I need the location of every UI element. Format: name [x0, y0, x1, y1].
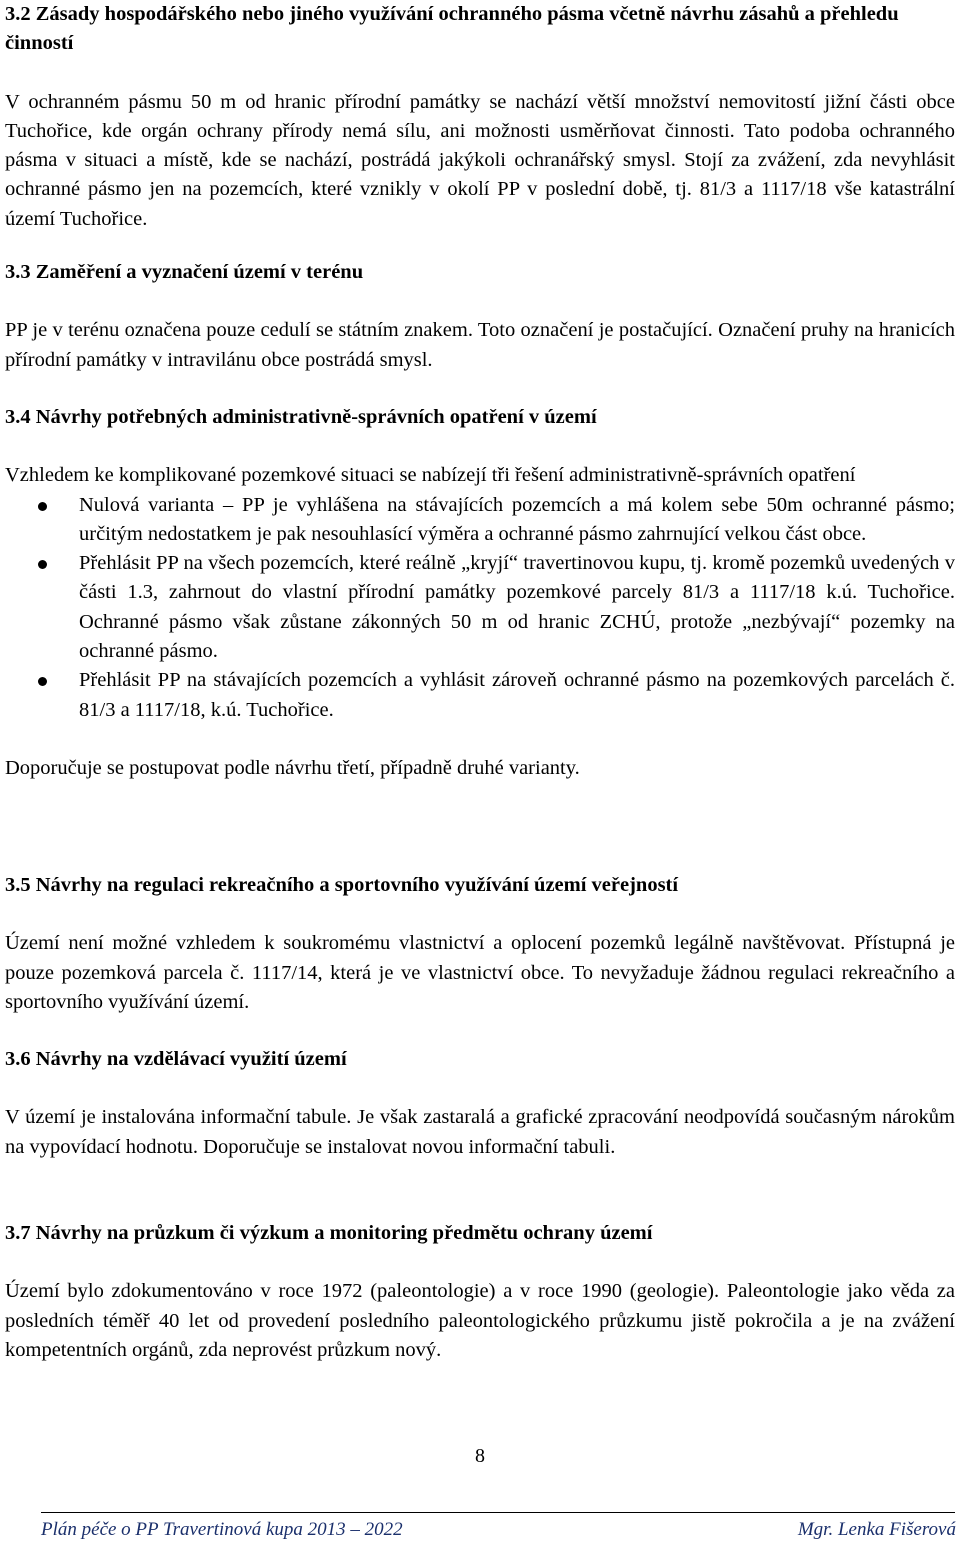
list-item-text: Přehlásit PP na stávajících pozemcích a vyhlásit zároveň ochranné pásmo na pozemkových parcelách č. 81/3 a 1117/18, k.ú. Tuchořice.: [79, 669, 955, 721]
footer-divider: [41, 1512, 955, 1513]
section-heading: 3.5 Návrhy na regulaci rekreačního a sportovního využívání území veřejností: [5, 874, 679, 896]
section-paragraph: V ochranném pásmu 50 m od hranic přírodní památky se nachází větší množství nemovitostí jižní části obce Tuchořice, kde orgán ochrany přírody nemá sílu, ani možnosti usměrňovat činnosti. Tato podoba ochranného pásma v situaci a místě, kde se nachází, postrádá jakýkoli ochranářský smysl. Stojí za zvážení, zda nevyhlásit ochranné pásmo jen na pozemcích, které vznikly v okolí PP v poslední době, tj. 81/3 a 1117/18 vše katastrální území Tuchořice.: [5, 90, 955, 230]
section-3-2: [5, 0, 955, 234]
section-paragraph: PP je v terénu označena pouze cedulí se státním znakem. Toto označení je postačující. Označení pruhy na hranicích přírodní památky v intravilánu obce postrádá smysl.: [5, 319, 955, 371]
list-item-text: Nulová varianta – PP je vyhlášena na stávajících pozemcích a má kolem sebe 50m ochranné pásmo; určitým nedostatkem je pak nesouhlasící výměra a ochranné pásmo zahrnující velkou část obce.: [79, 493, 955, 545]
bullet-icon: [38, 502, 47, 511]
bullet-icon: [38, 560, 47, 569]
section-paragraph: Území bylo zdokumentováno v roce 1972 (paleontologie) a v roce 1990 (geologie). Paleontologie jako věda za posledních téměř 40 let od provedení posledního paleontologického průzkumu jistě pokročila a je na zvážení kompetentních orgánů, zda neprovést průzkum nový.: [5, 1280, 955, 1361]
section-3-3: [5, 258, 955, 375]
section-conclusion: Doporučuje se postupovat podle návrhu třetí, případně druhé varianty.: [5, 756, 580, 779]
section-3-7: [5, 1219, 955, 1365]
bullet-icon: [38, 677, 47, 686]
options-list: [5, 491, 955, 725]
section-paragraph: Území není možné vzhledem k soukromému vlastnictví a oplocení pozemků legálně navštěvovat. Přístupná je pouze pozemková parcela č. 1117/14, která je ve vlastnictví obce. To nevyžaduje žádnou regulaci rekreačního a sportovního využívání území.: [5, 932, 955, 1013]
section-3-6: [5, 1045, 955, 1162]
list-item: [5, 549, 955, 666]
section-heading: 3.6 Návrhy na vzdělávací využití území: [5, 1048, 347, 1070]
footer-document-title: Plán péče o PP Travertinová kupa 2013 – 2022: [41, 1519, 403, 1540]
section-heading: 3.4 Návrhy potřebných administrativně-správních opatření v území: [5, 406, 597, 428]
section-intro: Vzhledem ke komplikované pozemkové situaci se nabízejí tři řešení administrativně-správních opatření: [5, 464, 856, 487]
section-heading: 3.2 Zásady hospodářského nebo jiného využívání ochranného pásma včetně návrhu zásahů a přehledu činností: [5, 3, 899, 55]
section-heading: 3.7 Návrhy na průzkum či výzkum a monitoring předmětu ochrany území: [5, 1222, 653, 1244]
list-item-text: Přehlásit PP na všech pozemcích, které reálně „kryjí“ travertinovou kupu, tj. kromě pozemků uvedených v části 1.3, zahrnout do vlastní přírodní památky pozemkové parcely 81/3 a 1117/18 k.ú. Tuchořice. Ochranné pásmo však zůstane zákonných 50 m od hranic ZCHÚ, protože „nezbývají“ pozemky na ochranné pásmo.: [79, 552, 955, 663]
section-3-5: [5, 871, 955, 1017]
list-item: [5, 666, 955, 725]
section-heading: 3.3 Zaměření a vyznačení území v terénu: [5, 261, 364, 283]
list-item: [5, 491, 955, 550]
section-3-4: [5, 403, 955, 783]
section-paragraph: V území je instalována informační tabule. Je však zastaralá a grafické zpracování neodpovídá současným nárokům na vypovídací hodnotu. Doporučuje se instalovat novou informační tabuli.: [5, 1106, 955, 1158]
footer-author: Mgr. Lenka Fišerová: [797, 1519, 956, 1540]
page-number: 8: [475, 1445, 485, 1467]
